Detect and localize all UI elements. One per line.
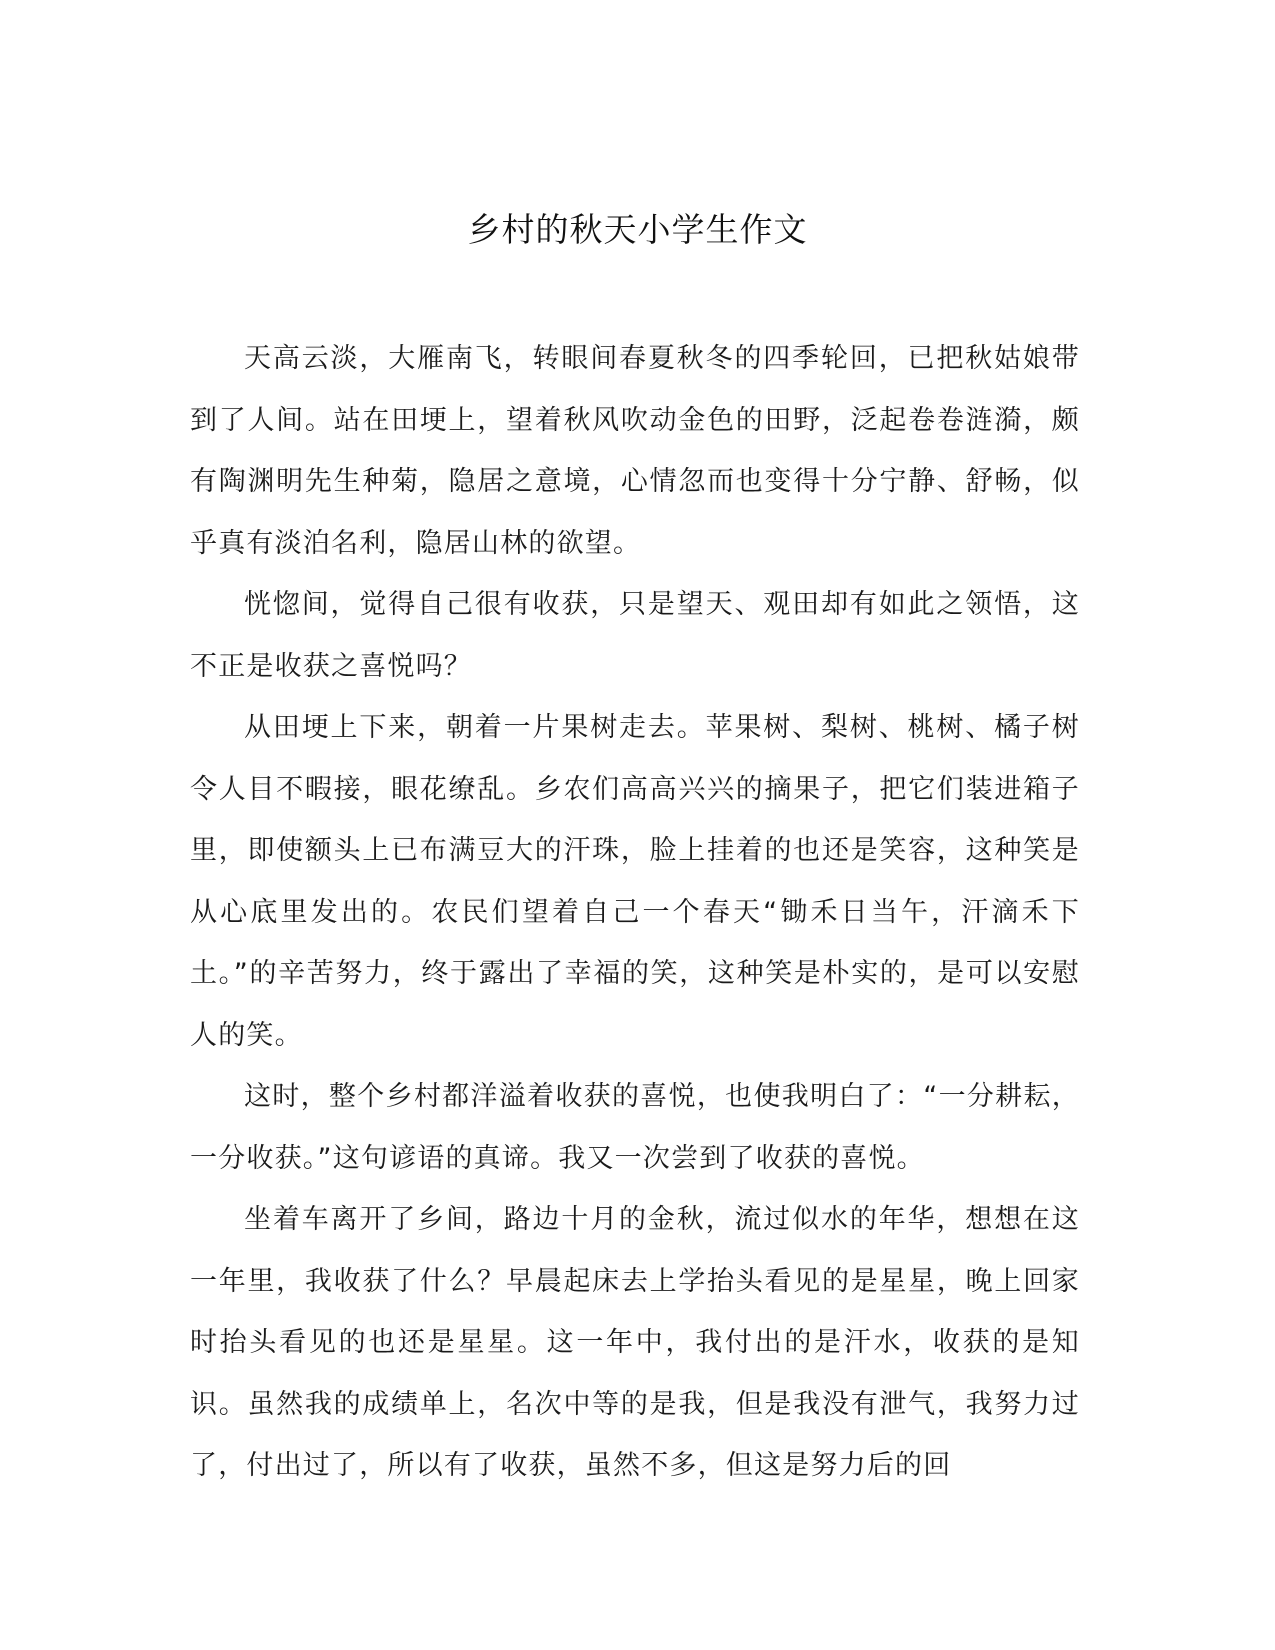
- paragraph-3: 从田埂上下来，朝着一片果树走去。苹果树、梨树、桃树、橘子树令人目不暇接，眼花缭乱。乡农们高高兴兴的摘果子，把它们装进箱子里，即使额头上已布满豆大的汗珠，脸上挂着的也还是笑容，这种笑是从心底里发出的。农民们望着自己一个春天“锄禾日当午，汗滴禾下土。”的辛苦努力，终于露出了幸福的笑，这种笑是朴实的，是可以安慰人的笑。: [190, 712, 1080, 1051]
- paragraph-1: 天高云淡，大雁南飞，转眼间春夏秋冬的四季轮回，已把秋姑娘带到了人间。站在田埂上，望着秋风吹动金色的田野，泛起卷卷涟漪，颇有陶渊明先生种菊，隐居之意境，心情忽而也变得十分宁静、舒畅，似乎真有淡泊名利，隐居山林的欲望。: [190, 343, 1080, 559]
- document-title: 乡村的秋天小学生作文: [467, 210, 808, 249]
- essay-body: [190, 328, 1080, 1497]
- paragraph-4: 这时，整个乡村都洋溢着收获的喜悦，也使我明白了：“一分耕耘，一分收获。”这句谚语的真谛。我又一次尝到了收获的喜悦。: [190, 1081, 1080, 1174]
- paragraph-2: 恍惚间，觉得自己很有收获，只是望天、观田却有如此之领悟，这不正是收获之喜悦吗？: [190, 589, 1080, 682]
- paragraph-5: 坐着车离开了乡间，路边十月的金秋，流过似水的年华，想想在这一年里，我收获了什么？早晨起床去上学抬头看见的是星星，晚上回家时抬头看见的也还是星星。这一年中，我付出的是汗水，收获的是知识。虽然我的成绩单上，名次中等的是我，但是我没有泄气，我努力过了，付出过了，所以有了收获，虽然不多，但这是努力后的回: [190, 1204, 1080, 1481]
